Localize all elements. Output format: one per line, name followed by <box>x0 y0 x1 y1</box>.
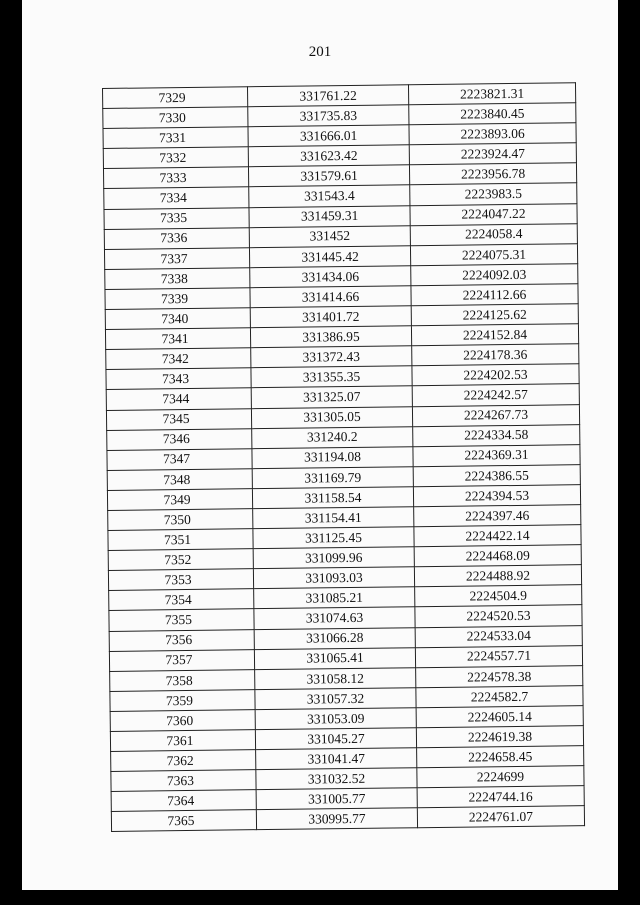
point-number-cell: 7358 <box>110 669 255 691</box>
x-coordinate-cell: 331169.79 <box>252 467 413 489</box>
x-coordinate-cell: 331125.45 <box>253 527 414 549</box>
y-coordinate-cell: 2224557.71 <box>415 645 582 667</box>
point-number-cell: 7354 <box>109 589 254 611</box>
point-number-cell: 7360 <box>110 710 255 732</box>
point-number-cell: 7352 <box>108 549 253 571</box>
y-coordinate-cell: 2224605.14 <box>416 706 583 728</box>
y-coordinate-cell: 2224047.22 <box>410 203 577 225</box>
point-number-cell: 7365 <box>111 810 256 832</box>
point-number-cell: 7357 <box>109 649 254 671</box>
x-coordinate-cell: 331158.54 <box>252 487 413 509</box>
x-coordinate-cell: 331305.05 <box>251 406 412 428</box>
y-coordinate-cell: 2224267.73 <box>412 404 579 426</box>
x-coordinate-cell: 331154.41 <box>253 507 414 529</box>
x-coordinate-cell: 331057.32 <box>255 688 416 710</box>
x-coordinate-cell: 331240.2 <box>252 426 413 448</box>
y-coordinate-cell: 2224202.53 <box>412 364 579 386</box>
x-coordinate-cell: 331372.43 <box>251 346 412 368</box>
point-number-cell: 7341 <box>105 328 250 350</box>
x-coordinate-cell: 331666.01 <box>248 125 409 147</box>
point-number-cell: 7330 <box>103 107 248 129</box>
y-coordinate-cell: 2223821.31 <box>408 83 575 105</box>
y-coordinate-cell: 2224125.62 <box>411 304 578 326</box>
y-coordinate-cell: 2224422.14 <box>414 525 581 547</box>
y-coordinate-cell: 2224092.03 <box>411 264 578 286</box>
point-number-cell: 7355 <box>109 609 254 631</box>
x-coordinate-cell: 331041.47 <box>256 748 417 770</box>
point-number-cell: 7337 <box>104 247 249 269</box>
y-coordinate-cell: 2224075.31 <box>410 243 577 265</box>
x-coordinate-cell: 331459.31 <box>249 205 410 227</box>
y-coordinate-cell: 2224504.9 <box>415 585 582 607</box>
x-coordinate-cell: 331445.42 <box>249 245 410 267</box>
x-coordinate-cell: 331325.07 <box>251 386 412 408</box>
point-number-cell: 7343 <box>106 368 251 390</box>
x-coordinate-cell: 331058.12 <box>255 667 416 689</box>
coordinate-table-wrapper <box>102 82 585 832</box>
x-coordinate-cell: 331414.66 <box>250 286 411 308</box>
y-coordinate-cell: 2224468.09 <box>414 545 581 567</box>
y-coordinate-cell: 2224112.66 <box>411 284 578 306</box>
point-number-cell: 7353 <box>108 569 253 591</box>
y-coordinate-cell: 2224582.7 <box>416 685 583 707</box>
x-coordinate-cell: 331623.42 <box>248 145 409 167</box>
x-coordinate-cell: 331735.83 <box>248 105 409 127</box>
coordinate-table-body <box>103 83 585 832</box>
x-coordinate-cell: 331074.63 <box>254 607 415 629</box>
x-coordinate-cell: 331032.52 <box>256 768 417 790</box>
point-number-cell: 7356 <box>109 629 254 651</box>
point-number-cell: 7361 <box>110 730 255 752</box>
point-number-cell: 7331 <box>103 127 248 149</box>
y-coordinate-cell: 2224658.45 <box>417 746 584 768</box>
y-coordinate-cell: 2224488.92 <box>414 565 581 587</box>
point-number-cell: 7336 <box>104 227 249 249</box>
point-number-cell: 7350 <box>108 509 253 531</box>
x-coordinate-cell: 331194.08 <box>252 446 413 468</box>
y-coordinate-cell: 2224152.84 <box>411 324 578 346</box>
point-number-cell: 7347 <box>107 448 252 470</box>
y-coordinate-cell: 2224242.57 <box>412 384 579 406</box>
coordinate-table <box>102 82 585 832</box>
x-coordinate-cell: 331355.35 <box>251 366 412 388</box>
x-coordinate-cell: 330995.77 <box>256 808 417 830</box>
x-coordinate-cell: 331065.41 <box>254 647 415 669</box>
point-number-cell: 7338 <box>105 268 250 290</box>
y-coordinate-cell: 2224394.53 <box>413 485 580 507</box>
point-number-cell: 7342 <box>106 348 251 370</box>
point-number-cell: 7339 <box>105 288 250 310</box>
point-number-cell: 7349 <box>107 489 252 511</box>
x-coordinate-cell: 331543.4 <box>249 185 410 207</box>
y-coordinate-cell: 2223956.78 <box>409 163 576 185</box>
y-coordinate-cell: 2224533.04 <box>415 625 582 647</box>
point-number-cell: 7363 <box>111 770 256 792</box>
point-number-cell: 7364 <box>111 790 256 812</box>
y-coordinate-cell: 2224058.4 <box>410 223 577 245</box>
x-coordinate-cell: 331085.21 <box>254 587 415 609</box>
y-coordinate-cell: 2224761.07 <box>417 806 584 828</box>
y-coordinate-cell: 2223924.47 <box>409 143 576 165</box>
x-coordinate-cell: 331005.77 <box>256 788 417 810</box>
y-coordinate-cell: 2223983.5 <box>410 183 577 205</box>
x-coordinate-cell: 331452 <box>249 225 410 247</box>
y-coordinate-cell: 2224619.38 <box>416 726 583 748</box>
x-coordinate-cell: 331045.27 <box>255 728 416 750</box>
point-number-cell: 7340 <box>105 308 250 330</box>
document-page <box>22 0 618 890</box>
x-coordinate-cell: 331099.96 <box>253 547 414 569</box>
point-number-cell: 7362 <box>111 750 256 772</box>
point-number-cell: 7344 <box>106 388 251 410</box>
y-coordinate-cell: 2224369.31 <box>413 444 580 466</box>
y-coordinate-cell: 2224744.16 <box>417 786 584 808</box>
x-coordinate-cell: 331401.72 <box>250 306 411 328</box>
x-coordinate-cell: 331386.95 <box>250 326 411 348</box>
point-number-cell: 7332 <box>103 147 248 169</box>
x-coordinate-cell: 331579.61 <box>248 165 409 187</box>
y-coordinate-cell: 2224578.38 <box>416 665 583 687</box>
y-coordinate-cell: 2224699 <box>417 766 584 788</box>
point-number-cell: 7359 <box>110 689 255 711</box>
y-coordinate-cell: 2223840.45 <box>409 103 576 125</box>
y-coordinate-cell: 2224520.53 <box>415 605 582 627</box>
y-coordinate-cell: 2224386.55 <box>413 464 580 486</box>
y-coordinate-cell: 2224397.46 <box>414 505 581 527</box>
x-coordinate-cell: 331093.03 <box>253 567 414 589</box>
x-coordinate-cell: 331066.28 <box>254 627 415 649</box>
point-number-cell: 7348 <box>107 468 252 490</box>
point-number-cell: 7335 <box>104 207 249 229</box>
x-coordinate-cell: 331053.09 <box>255 708 416 730</box>
point-number-cell: 7346 <box>107 428 252 450</box>
point-number-cell: 7329 <box>103 87 248 109</box>
y-coordinate-cell: 2224178.36 <box>412 344 579 366</box>
point-number-cell: 7345 <box>106 408 251 430</box>
point-number-cell: 7351 <box>108 529 253 551</box>
y-coordinate-cell: 2224334.58 <box>413 424 580 446</box>
page-number: 201 <box>308 44 332 60</box>
y-coordinate-cell: 2223893.06 <box>409 123 576 145</box>
x-coordinate-cell: 331761.22 <box>247 85 408 107</box>
x-coordinate-cell: 331434.06 <box>250 266 411 288</box>
point-number-cell: 7334 <box>104 187 249 209</box>
point-number-cell: 7333 <box>103 167 248 189</box>
